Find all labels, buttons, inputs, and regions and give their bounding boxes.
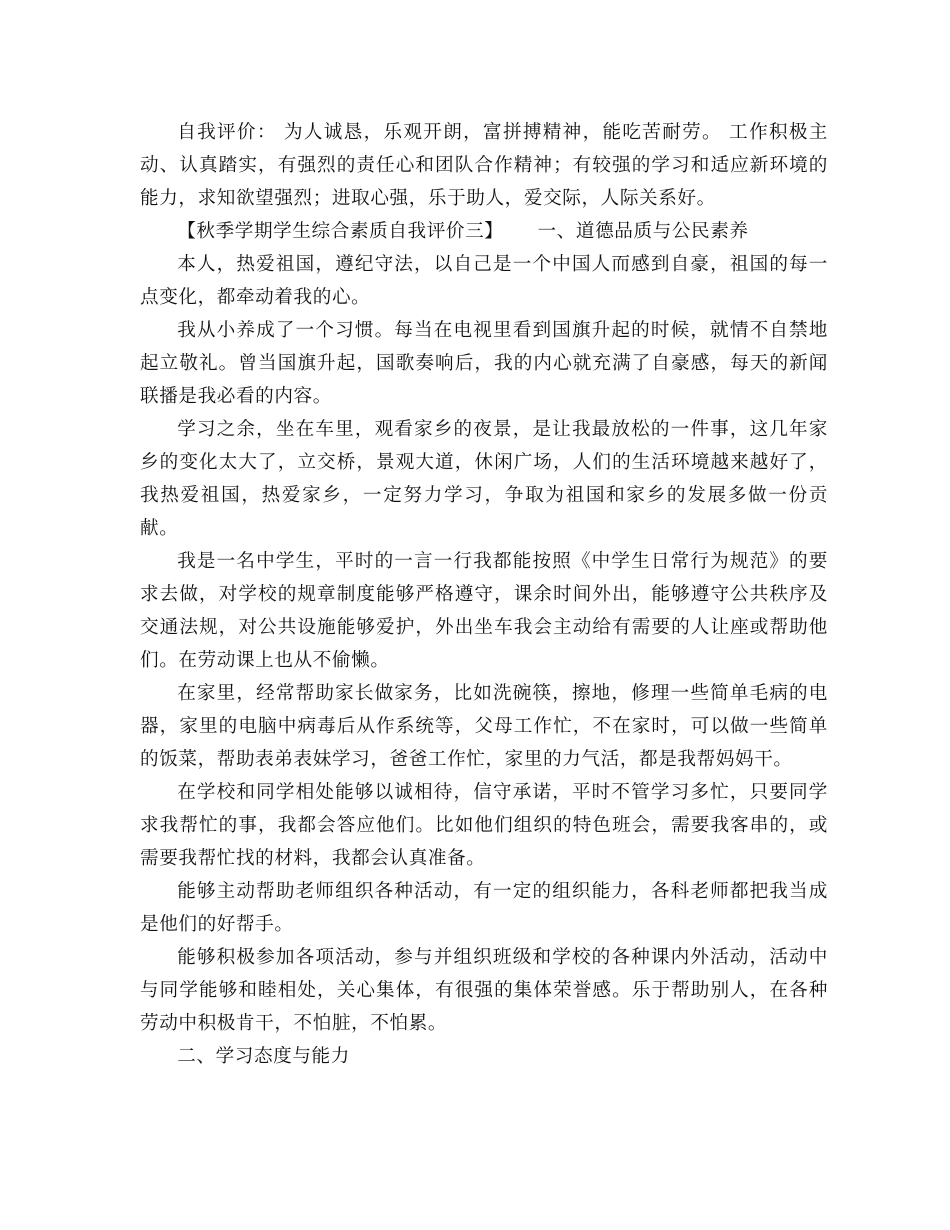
paragraph-1: 本人，热爱祖国，遵纪守法，以自己是一个中国人而感到自豪，祖国的每一点变化，都牵动着我的心。 bbox=[140, 254, 828, 308]
paragraph-5: 在家里，经常帮助家长做家务，比如洗碗筷，擦地，修理一些简单毛病的电器，家里的电脑中病毒后从作系统等，父母工作忙，不在家时，可以做一些简单的饭菜，帮助表弟表妹学习，爸爸工作忙，家里的力气活，都是我帮妈妈干。 bbox=[140, 683, 828, 770]
section-heading-1: 一、道德品质与公民素养 bbox=[537, 221, 749, 242]
section-heading-2: 二、学习态度与能力 bbox=[177, 1046, 350, 1067]
document-body bbox=[140, 116, 828, 1073]
paragraph-8: 能够积极参加各项活动，参与并组织班级和学校的各种课内外活动，活动中与同学能够和睦相处，关心集体，有很强的集体荣誉感。乐于帮助别人，在各种劳动中积极肯干，不怕脏，不怕累。 bbox=[140, 947, 828, 1034]
paragraph-4: 我是一名中学生，平时的一言一行我都能按照《中学生日常行为规范》的要求去做，对学校的规章制度能够严格遵守，课余时间外出，能够遵守公共秩序及交通法规，对公共设施能够爱护，外出坐车我会主动给有需要的人让座或帮助他们。在劳动课上也从不偷懒。 bbox=[140, 551, 828, 671]
paragraph-self-evaluation: 自我评价： 为人诚恳，乐观开朗，富拼搏精神，能吃苦耐劳。 工作积极主动、认真踏实，有强烈的责任心和团队合作精神；有较强的学习和适应新环境的能力，求知欲望强烈；进取心强，乐于助人，爱交际，人际关系好。 bbox=[140, 122, 828, 209]
paragraph-7: 能够主动帮助老师组织各种活动，有一定的组织能力，各科老师都把我当成是他们的好帮手。 bbox=[140, 881, 828, 935]
heading-line bbox=[140, 215, 828, 248]
document-title: 【秋季学期学生综合素质自我评价三】 bbox=[177, 221, 504, 242]
paragraph-3: 学习之余，坐在车里，观看家乡的夜景，是让我最放松的一件事，这几年家乡的变化太大了，立交桥，景观大道，休闲广场，人们的生活环境越来越好了，我热爱祖国，热爱家乡，一定努力学习，争取为祖国和家乡的发展多做一份贡献。 bbox=[140, 419, 828, 539]
paragraph-2: 我从小养成了一个习惯。每当在电视里看到国旗升起的时候，就情不自禁地起立敬礼。曾当国旗升起，国歌奏响后，我的内心就充满了自豪感，每天的新闻联播是我必看的内容。 bbox=[140, 320, 828, 407]
paragraph-6: 在学校和同学相处能够以诚相待，信守承诺，平时不管学习多忙，只要同学求我帮忙的事，我都会答应他们。比如他们组织的特色班会，需要我客串的，或需要我帮忙找的材料，我都会认真准备。 bbox=[140, 782, 828, 869]
